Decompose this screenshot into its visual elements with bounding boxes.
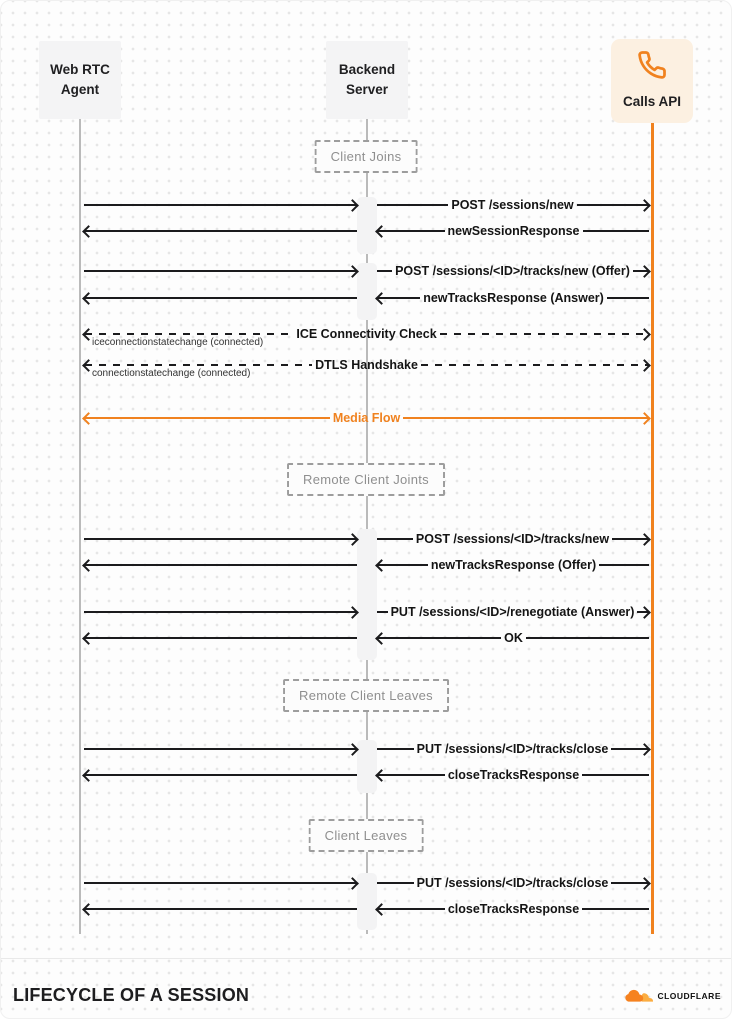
arrowhead-right-icon	[346, 533, 359, 546]
message-arrow	[377, 557, 649, 573]
message-arrow	[84, 223, 357, 239]
activation-bar	[357, 263, 377, 320]
arrow-line	[583, 230, 650, 232]
brand-name: CLOUDFLARE	[657, 991, 721, 1001]
message-arrow	[377, 630, 649, 646]
activation-bar	[357, 740, 377, 793]
arrowhead-right-icon	[638, 328, 651, 341]
arrowhead-left-icon	[375, 769, 388, 782]
arrow-line	[403, 417, 648, 420]
arrowhead-right-icon	[346, 199, 359, 212]
arrow-line	[84, 882, 356, 884]
arrowhead-right-icon	[638, 606, 651, 619]
lifeline-webrtc-agent	[79, 119, 81, 934]
message-arrow	[84, 630, 357, 646]
arrowhead-right-icon	[638, 743, 651, 756]
arrow-line	[377, 611, 388, 613]
page-title: LIFECYCLE OF A SESSION	[13, 985, 250, 1005]
message-arrow	[84, 531, 357, 547]
message-arrow	[377, 290, 649, 306]
arrow-line	[85, 333, 293, 335]
message-label: POST /sessions/<ID>/tracks/new (Offer)	[395, 264, 630, 278]
message-label: PUT /sessions/<ID>/tracks/close	[416, 742, 609, 756]
arrowhead-right-icon	[638, 199, 651, 212]
activation-bar	[357, 529, 377, 660]
arrowhead-right-icon	[346, 743, 359, 756]
arrow-line	[440, 333, 648, 335]
arrow-line	[378, 637, 501, 639]
message-label: ICE Connectivity Check	[296, 327, 437, 341]
arrowhead-left-icon	[375, 559, 388, 572]
message-arrow	[377, 604, 649, 620]
arrow-note: connectionstatechange (connected)	[92, 368, 251, 379]
arrow-line	[85, 908, 357, 910]
message-arrow	[377, 263, 649, 279]
arrowhead-right-icon	[346, 877, 359, 890]
message-label: newTracksResponse (Answer)	[423, 291, 604, 305]
actor-webrtc-agent	[39, 41, 121, 119]
message-arrow	[84, 767, 357, 783]
arrowhead-left-icon	[82, 412, 95, 425]
message-arrow	[377, 531, 649, 547]
arrowhead-right-icon	[638, 533, 651, 546]
section-label: Client Leaves	[309, 819, 424, 852]
arrow-line	[84, 611, 356, 613]
arrow-line	[85, 637, 357, 639]
arrowhead-right-icon	[638, 359, 651, 372]
arrow-line	[85, 230, 357, 232]
message-arrow	[84, 290, 357, 306]
actor-backend-server	[326, 41, 408, 119]
section-label: Remote Client Joints	[287, 463, 445, 496]
arrow-line	[84, 538, 356, 540]
message-arrow	[84, 604, 357, 620]
message-arrow	[84, 901, 357, 917]
message-arrow	[377, 223, 649, 239]
message-label: DTLS Handshake	[315, 358, 418, 372]
arrow-line	[582, 908, 649, 910]
actor-calls-api	[611, 39, 693, 123]
message-label: closeTracksResponse	[447, 768, 580, 782]
arrow-line	[85, 564, 357, 566]
arrow-line	[85, 297, 357, 299]
arrow-line	[599, 564, 649, 566]
arrowhead-left-icon	[375, 225, 388, 238]
arrowhead-left-icon	[82, 769, 95, 782]
arrow-line	[607, 297, 649, 299]
arrow-line	[377, 538, 413, 540]
message-label: newSessionResponse	[447, 224, 580, 238]
actor-label: Web RTC	[50, 62, 110, 78]
arrow-line	[85, 774, 357, 776]
cloudflare-logo	[625, 989, 721, 1003]
actor-label: Calls API	[622, 94, 682, 109]
message-label: POST /sessions/<ID>/tracks/new	[415, 532, 610, 546]
arrow-line	[377, 204, 448, 206]
arrowhead-left-icon	[82, 559, 95, 572]
arrowhead-left-icon	[82, 632, 95, 645]
message-arrow	[84, 197, 357, 213]
activation-bar	[357, 873, 377, 930]
message-arrow	[377, 767, 649, 783]
arrow-line	[377, 270, 392, 272]
arrowhead-right-icon	[346, 265, 359, 278]
arrow-line	[84, 748, 356, 750]
message-label: PUT /sessions/<ID>/tracks/close	[416, 876, 609, 890]
arrow-line	[582, 774, 649, 776]
actor-label: Backend	[338, 62, 396, 78]
arrowhead-left-icon	[375, 292, 388, 305]
message-arrow	[84, 557, 357, 573]
arrow-line	[377, 882, 414, 884]
activation-bar	[357, 197, 377, 254]
lifeline-calls-api	[651, 121, 654, 934]
arrowhead-right-icon	[346, 606, 359, 619]
message-arrow	[377, 901, 649, 917]
arrow-line	[85, 364, 312, 366]
arrow-line	[377, 748, 414, 750]
arrowhead-left-icon	[375, 903, 388, 916]
phone-icon	[637, 50, 667, 92]
section-label: Client Joins	[315, 140, 418, 173]
arrowhead-left-icon	[375, 632, 388, 645]
message-arrow	[84, 263, 357, 279]
arrowhead-right-icon	[638, 412, 651, 425]
arrow-line	[84, 270, 356, 272]
message-arrow	[84, 741, 357, 757]
message-label: closeTracksResponse	[447, 902, 580, 916]
arrow-line	[84, 204, 356, 206]
message-arrow	[84, 875, 357, 891]
message-label: OK	[504, 631, 523, 645]
arrowhead-left-icon	[82, 225, 95, 238]
message-arrow	[377, 875, 649, 891]
arrowhead-right-icon	[638, 265, 651, 278]
arrow-line	[526, 637, 649, 639]
section-label: Remote Client Leaves	[283, 679, 449, 712]
message-label: POST /sessions/new	[451, 198, 574, 212]
arrowhead-left-icon	[82, 292, 95, 305]
message-arrow	[377, 197, 649, 213]
actor-label: Agent	[60, 82, 100, 97]
message-label: newTracksResponse (Offer)	[430, 558, 597, 572]
message-arrow	[84, 410, 649, 426]
footer-divider	[1, 958, 732, 959]
message-arrow	[377, 741, 649, 757]
arrowhead-left-icon	[82, 903, 95, 916]
actor-label: Server	[345, 82, 389, 97]
message-label: Media Flow	[332, 411, 401, 425]
arrowhead-right-icon	[638, 877, 651, 890]
arrow-note: iceconnectionstatechange (connected)	[92, 337, 264, 348]
cloudflare-cloud-icon	[625, 989, 653, 1003]
arrow-line	[421, 364, 648, 366]
message-label: PUT /sessions/<ID>/renegotiate (Answer)	[390, 605, 635, 619]
arrow-line	[85, 417, 330, 420]
